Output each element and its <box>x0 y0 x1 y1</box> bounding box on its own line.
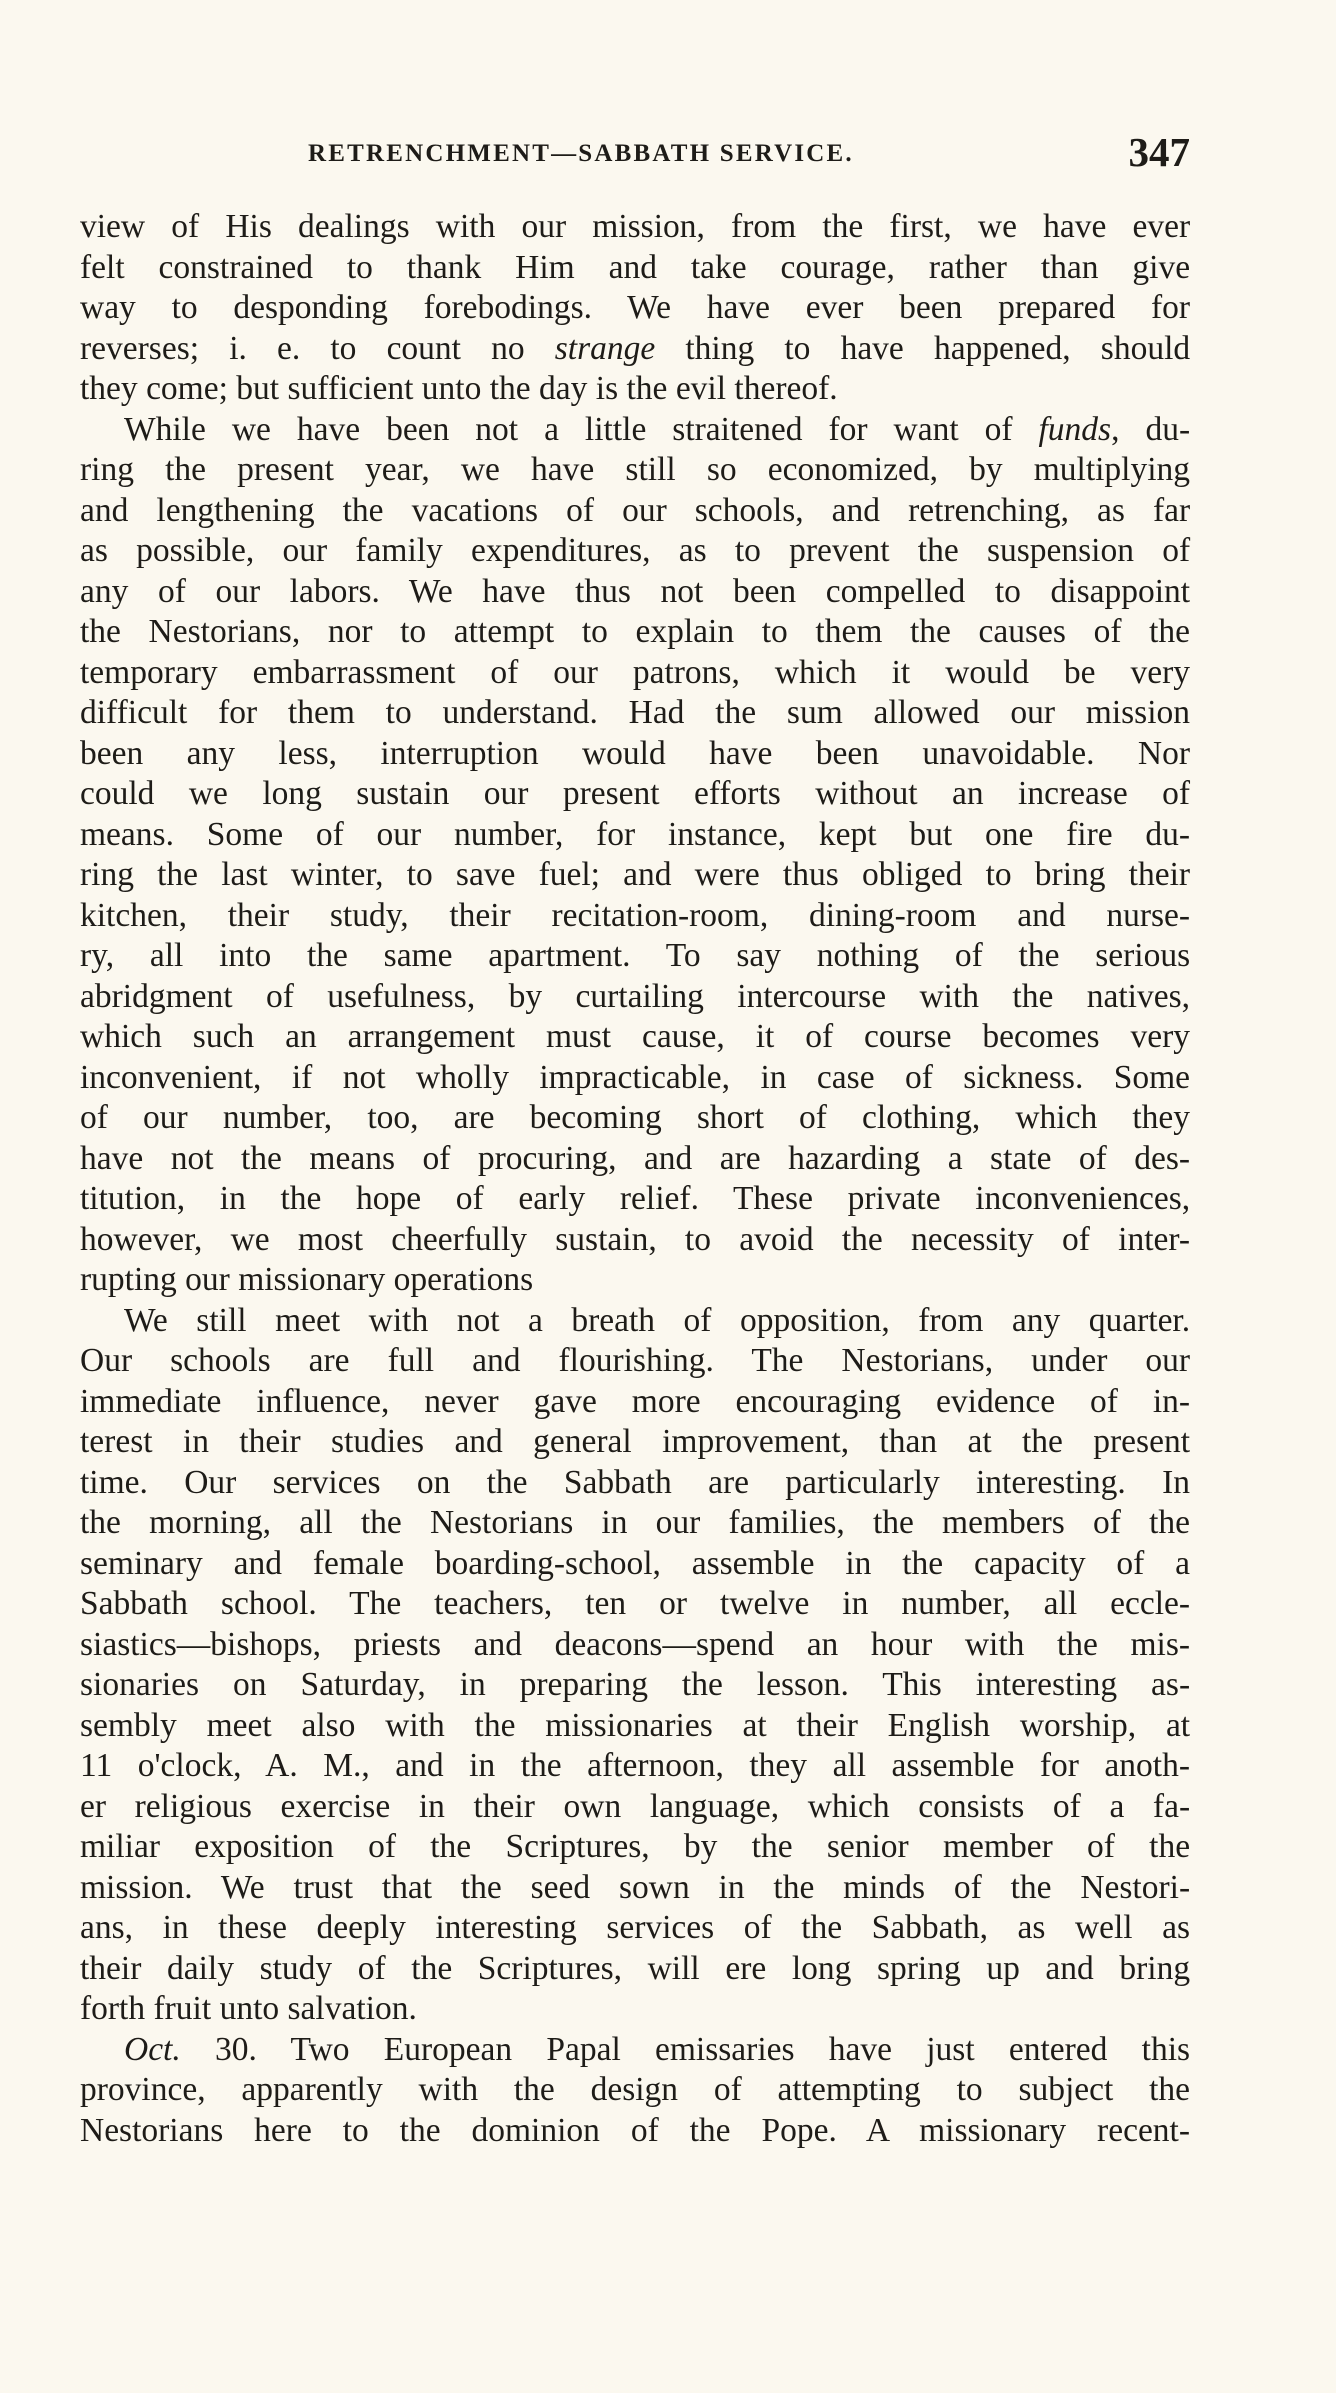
text-line: which such an arrangement must cause, it of course becomes very <box>80 1018 1191 1055</box>
running-head <box>80 128 1190 175</box>
text-line: miliar exposition of the Scriptures, by the senior member of the <box>80 1828 1191 1865</box>
text-line: mission. We trust that the seed sown in the minds of the Nestori- <box>80 1868 1191 1906</box>
text-line: have not the means of procuring, and are hazarding a state of des- <box>80 1139 1191 1177</box>
text-line: sionaries on Saturday, in preparing the lesson. This interesting as- <box>80 1666 1191 1703</box>
text-line: ring the present year, we have still so economized, by multiplying <box>80 451 1191 488</box>
text-line: Oct. 30. Two European Papal emissaries have just entered this <box>124 2030 1191 2068</box>
text-line: inconvenient, if not wholly impracticable, in case of sickness. Some <box>80 1058 1191 1096</box>
text-line: siastics—bishops, priests and deacons—spend an hour with the mis- <box>80 1625 1191 1663</box>
text-line: and lengthening the vacations of our schools, and retrenching, as far <box>80 491 1191 529</box>
text-line: way to desponding forebodings. We have ever been prepared for <box>80 289 1191 326</box>
paragraph <box>80 1301 1190 2030</box>
text-line: Our schools are full and flourishing. The Nestorians, under our <box>80 1342 1191 1379</box>
paragraph <box>80 2030 1190 2152</box>
text-line: er religious exercise in their own language, which consists of a fa- <box>80 1787 1191 1825</box>
text-line: rupting our missionary operations <box>80 1261 534 1298</box>
text-line: the Nestorians, nor to attempt to explain to them the causes of the <box>80 613 1191 650</box>
text-line: their daily study of the Scriptures, will ere long spring up and bring <box>80 1949 1191 1987</box>
text-line: been any less, interruption would have been unavoidable. Nor <box>80 734 1191 772</box>
paragraph <box>80 207 1190 410</box>
text-line: titution, in the hope of early relief. These private inconveniences, <box>80 1180 1191 1217</box>
text-line: difficult for them to understand. Had the sum allowed our mission <box>80 694 1191 731</box>
text-line: abridgment of usefulness, by curtailing intercourse with the natives, <box>80 977 1191 1015</box>
text-line: 11 o'clock, A. M., and in the afternoon, they all assemble for anoth- <box>80 1747 1190 1784</box>
text-line: Nestorians here to the dominion of the Pope. A missionary recent- <box>80 2111 1191 2149</box>
text-line: any of our labors. We have thus not been compelled to disappoint <box>80 572 1191 610</box>
text-line: they come; but sufficient unto the day is the evil thereof. <box>80 370 838 407</box>
text-line: We still meet with not a breath of opposition, from any quarter. <box>124 1301 1191 1339</box>
running-title: RETRENCHMENT—SABBATH SERVICE. <box>308 140 854 167</box>
text-line: terest in their studies and general improvement, than at the present <box>80 1423 1191 1460</box>
page-number: 347 <box>1128 129 1190 175</box>
text-line: means. Some of our number, for instance, kept but one fire du- <box>80 815 1191 853</box>
text-line: the morning, all the Nestorians in our families, the members of the <box>80 1504 1191 1541</box>
body-text <box>80 207 1190 2151</box>
text-line: view of His dealings with our mission, from the first, we have ever <box>80 208 1191 245</box>
text-line: sembly meet also with the missionaries at their English worship, at <box>80 1706 1191 1744</box>
text-line: ans, in these deeply interesting services of the Sabbath, as well as <box>80 1909 1191 1946</box>
paragraph <box>80 410 1190 1301</box>
text-line: could we long sustain our present efforts without an increase of <box>80 775 1191 812</box>
text-line: immediate influence, never gave more encouraging evidence of in- <box>80 1382 1191 1420</box>
text-line: felt constrained to thank Him and take courage, rather than give <box>80 248 1191 286</box>
text-line: province, apparently with the design of attempting to subject the <box>80 2071 1191 2108</box>
text-line: time. Our services on the Sabbath are particularly interesting. In <box>80 1463 1190 1501</box>
text-line: While we have been not a little straitened for want of funds, du- <box>124 410 1191 448</box>
text-line: forth fruit unto salvation. <box>80 1990 417 2027</box>
text-line: ring the last winter, to save fuel; and were thus obliged to bring their <box>80 856 1191 893</box>
text-line: kitchen, their study, their recitation-room, dining-room and nurse- <box>80 896 1191 934</box>
text-line: Sabbath school. The teachers, ten or twelve in number, all eccle- <box>80 1585 1191 1622</box>
text-line: as possible, our family expenditures, as to prevent the suspension of <box>80 532 1191 569</box>
text-line: ry, all into the same apartment. To say nothing of the serious <box>80 937 1191 974</box>
text-line: seminary and female boarding-school, assemble in the capacity of a <box>80 1544 1191 1582</box>
text-line: temporary embarrassment of our patrons, which it would be very <box>80 653 1191 691</box>
text-line: of our number, too, are becoming short of clothing, which they <box>80 1099 1191 1136</box>
text-line: reverses; i. e. to count no strange thing to have happened, should <box>80 329 1191 367</box>
text-line: however, we most cheerfully sustain, to avoid the necessity of inter- <box>80 1220 1191 1258</box>
